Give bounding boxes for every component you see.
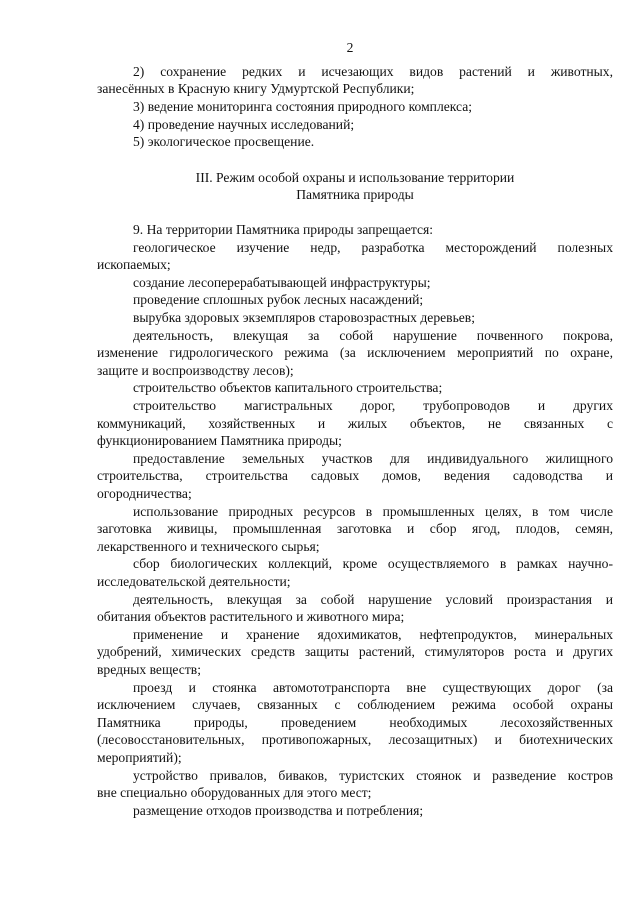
body-line: Памятника природы, проведением необходимых лесохозяйственных: [97, 715, 613, 730]
body-line: коммуникаций, хозяйственных и жилых объектов, не связанных с: [97, 416, 613, 431]
body-line: удобрений, химических средств защиты растений, стимуляторов роста и других: [97, 644, 613, 659]
page-number: 2: [346, 40, 354, 55]
body-line: мероприятий);: [97, 750, 182, 765]
body-line: устройство привалов, биваков, туристских стоянок и разведение костров: [133, 768, 613, 783]
body-line: использование природных ресурсов в промышленных целях, в том числе: [133, 504, 613, 519]
body-line: вырубка здоровых экземпляров старовозрастных деревьев;: [133, 310, 475, 325]
body-line: (лесовосстановительных, противопожарных, лесозащитных) и биотехнических: [97, 732, 613, 747]
body-line: строительство объектов капитального строительства;: [133, 380, 443, 395]
body-line: исследовательской деятельности;: [97, 574, 291, 589]
body-line: применение и хранение ядохимикатов, нефтепродуктов, минеральных: [133, 627, 613, 642]
body-line: сбор биологических коллекций, кроме осуществляемого в рамках научно-: [133, 556, 613, 571]
body-line: защите и воспроизводству лесов);: [97, 363, 294, 378]
list-item-4: 4) проведение научных исследований;: [133, 117, 355, 132]
body-line: предоставление земельных участков для индивидуального жилищного: [133, 451, 613, 466]
body-line: создание лесоперерабатывающей инфраструктуры;: [133, 275, 431, 290]
body-line: ископаемых;: [97, 257, 171, 272]
body-line: функционированием Памятника природы;: [97, 433, 342, 448]
body-line: геологическое изучение недр, разработка месторождений полезных: [133, 240, 613, 255]
body-line: строительства, строительства садовых домов, ведения садоводства и: [97, 468, 613, 483]
section-heading-line-1: III. Режим особой охраны и использование территории: [195, 170, 515, 185]
body-line: заготовка живицы, промышленная заготовка и сбор ягод, плодов, семян,: [97, 521, 613, 536]
list-item-2: 2) сохранение редких и исчезающих видов растений и животных,: [133, 64, 613, 79]
body-line: изменение гидрологического режима (за исключением мероприятий по охране,: [97, 345, 613, 360]
list-item-2-cont: занесённых в Красную книгу Удмуртской Республики;: [97, 81, 415, 96]
list-item-5: 5) экологическое просвещение.: [133, 134, 315, 149]
section-heading-line-2: Памятника природы: [296, 187, 414, 202]
body-line: лекарственного и технического сырья;: [97, 539, 320, 554]
body-line: обитания объектов растительного и животного мира;: [97, 609, 405, 624]
body-line: деятельность, влекущая за собой нарушение условий произрастания и: [133, 592, 613, 607]
paragraph-9-intro: 9. На территории Памятника природы запрещается:: [133, 222, 434, 237]
body-line: проведение сплошных рубок лесных насаждений;: [133, 292, 424, 307]
body-line: исключением случаев, связанных с соблюдением режима особой охраны: [97, 697, 613, 712]
body-line: вне специально оборудованных для этого мест;: [97, 785, 372, 800]
body-line: размещение отходов производства и потребления;: [133, 803, 424, 818]
body-line: вредных веществ;: [97, 662, 201, 677]
list-item-3: 3) ведение мониторинга состояния природного комплекса;: [133, 99, 473, 114]
body-line: огородничества;: [97, 486, 192, 501]
body-line: проезд и стоянка автомототранспорта вне существующих дорог (за: [133, 680, 613, 695]
body-line: деятельность, влекущая за собой нарушение почвенного покрова,: [133, 328, 613, 343]
body-line: строительство магистральных дорог, трубопроводов и других: [133, 398, 613, 413]
